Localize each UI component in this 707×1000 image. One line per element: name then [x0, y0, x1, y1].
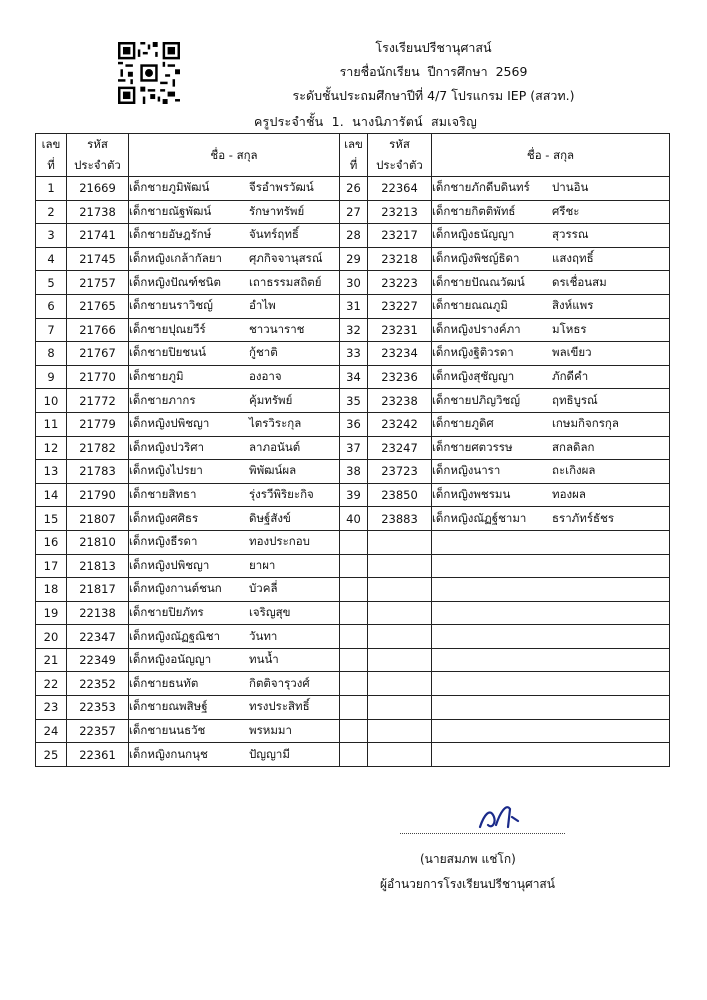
row-number: 16 — [36, 530, 67, 554]
student-name — [432, 412, 670, 436]
student-name — [432, 342, 670, 366]
first-name: เด็กชายณัฐพัฒน์ — [129, 203, 212, 218]
first-name: เด็กชายภูดิศ — [432, 416, 494, 431]
first-name: เด็กหญิงปัณฑ์ชนิต — [129, 274, 222, 289]
last-name: จันทร์ฤทธิ์ — [249, 227, 299, 242]
student-code: 21738 — [67, 200, 129, 224]
student-name — [432, 719, 670, 743]
school-title: โรงเรียนปรีชานุศาสน์ — [375, 40, 492, 55]
row-number: 14 — [36, 483, 67, 507]
first-name: เด็กหญิงธนัญญา — [432, 227, 515, 242]
row-number: 23 — [36, 696, 67, 720]
last-name: เถาธรรมสถิตย์ — [249, 274, 322, 289]
row-number: 9 — [36, 365, 67, 389]
table-row — [36, 294, 670, 318]
last-name: พิพัฒน์ผล — [249, 463, 297, 478]
col-number-header: เลข ที่ — [340, 134, 368, 177]
student-code — [368, 672, 432, 696]
student-name — [129, 601, 340, 625]
table-row — [36, 578, 670, 602]
table-row — [36, 672, 670, 696]
row-number: 34 — [340, 365, 368, 389]
list-title — [80, 62, 707, 82]
student-code: 21817 — [67, 578, 129, 602]
student-name — [129, 412, 340, 436]
student-code — [368, 648, 432, 672]
student-code: 22347 — [67, 625, 129, 649]
last-name: ทองประกอบ — [249, 534, 310, 549]
student-name — [129, 177, 340, 201]
student-name — [432, 578, 670, 602]
last-name: กู้ชาติ — [249, 345, 278, 360]
first-name: เด็กชายปิยภัทร — [129, 604, 204, 619]
student-code: 21669 — [67, 177, 129, 201]
student-code: 23236 — [368, 365, 432, 389]
student-name — [432, 483, 670, 507]
row-number: 20 — [36, 625, 67, 649]
first-name: เด็กหญิงนารา — [432, 463, 501, 478]
table-row — [36, 483, 670, 507]
student-code: 21767 — [67, 342, 129, 366]
col-number-header: เลข ที่ — [36, 134, 67, 177]
table-header-row — [36, 134, 670, 177]
student-name — [129, 743, 340, 767]
student-name — [129, 318, 340, 342]
student-code: 21772 — [67, 389, 129, 413]
first-name: เด็กชายสิทธา — [129, 487, 197, 502]
row-number: 12 — [36, 436, 67, 460]
row-number: 5 — [36, 271, 67, 295]
teacher-last-name: สมเจริญ — [430, 114, 477, 129]
student-name — [129, 271, 340, 295]
row-number: 30 — [340, 271, 368, 295]
row-number: 35 — [340, 389, 368, 413]
row-number — [340, 578, 368, 602]
row-number: 7 — [36, 318, 67, 342]
row-number: 1 — [36, 177, 67, 201]
student-code — [368, 625, 432, 649]
row-number — [340, 696, 368, 720]
student-name — [432, 224, 670, 248]
student-name — [129, 436, 340, 460]
first-name: เด็กชายณพสิษฐ์ — [129, 699, 208, 714]
row-number — [340, 601, 368, 625]
handwritten-signature — [470, 795, 530, 835]
row-number: 28 — [340, 224, 368, 248]
row-number: 2 — [36, 200, 67, 224]
student-name — [432, 294, 670, 318]
table-row — [36, 177, 670, 201]
row-number: 4 — [36, 247, 67, 271]
last-name: ยาผา — [249, 557, 276, 572]
first-name: เด็กหญิงปรางค์ภา — [432, 321, 521, 336]
student-code — [368, 696, 432, 720]
table-row — [36, 648, 670, 672]
student-code: 21770 — [67, 365, 129, 389]
first-name: เด็กหญิงพชรมน — [432, 487, 511, 502]
row-number: 27 — [340, 200, 368, 224]
row-number — [340, 530, 368, 554]
row-number: 36 — [340, 412, 368, 436]
table-row — [36, 601, 670, 625]
last-name: องอาจ — [249, 369, 282, 384]
row-number: 19 — [36, 601, 67, 625]
student-code: 22138 — [67, 601, 129, 625]
student-name — [432, 247, 670, 271]
table-row — [36, 436, 670, 460]
first-name: เด็กชายกิตติพัทธ์ — [432, 203, 516, 218]
student-name — [129, 719, 340, 743]
first-name: เด็กชายศตวรรษ — [432, 439, 513, 454]
row-number: 13 — [36, 460, 67, 484]
first-name: เด็กหญิงกนกนุช — [129, 746, 208, 761]
col-code-header: รหัส ประจำตัว — [67, 134, 129, 177]
student-code: 23247 — [368, 436, 432, 460]
student-name — [432, 389, 670, 413]
row-number: 31 — [340, 294, 368, 318]
student-name — [432, 365, 670, 389]
student-name — [432, 177, 670, 201]
last-name: ภักดีคำ — [552, 369, 589, 384]
student-code: 23231 — [368, 318, 432, 342]
last-name: รักษาทรัพย์ — [249, 203, 305, 218]
row-number — [340, 648, 368, 672]
table-row — [36, 507, 670, 531]
last-name: ไตรวิระกุล — [249, 416, 302, 431]
row-number: 11 — [36, 412, 67, 436]
col-name-header: ชื่อ - สกุล — [129, 134, 340, 177]
last-name: ปัญญามี — [249, 746, 290, 761]
last-name: ศุภกิจจานุสรณ์ — [249, 251, 323, 266]
student-code: 22349 — [67, 648, 129, 672]
first-name: เด็กชายอัษฎรักษ์ — [129, 227, 212, 242]
student-code — [368, 719, 432, 743]
student-code: 21807 — [67, 507, 129, 531]
class-level: ระดับชั้นประถมศึกษาปีที่ 4/7 โปรแกรม IEP (สสวท.) — [292, 88, 575, 103]
row-number — [340, 743, 368, 767]
student-name — [129, 342, 340, 366]
signatory-title: ผู้อำนวยการโรงเรียนปรีชานุศาสน์ — [380, 877, 555, 891]
row-number: 39 — [340, 483, 368, 507]
last-name: กิตติจารุวงศ์ — [249, 675, 310, 690]
last-name: อำไพ — [249, 298, 276, 313]
last-name: สุวรรณ — [552, 227, 589, 242]
student-code — [368, 530, 432, 554]
row-number — [340, 554, 368, 578]
student-name — [129, 294, 340, 318]
student-name — [432, 460, 670, 484]
first-name: เด็กหญิงปพิชญา — [129, 416, 210, 431]
student-name — [129, 247, 340, 271]
last-name: เกษมกิจกรกุล — [552, 416, 619, 431]
table-row — [36, 318, 670, 342]
row-number: 17 — [36, 554, 67, 578]
table-row — [36, 389, 670, 413]
row-number: 10 — [36, 389, 67, 413]
row-number — [340, 719, 368, 743]
table-row — [36, 460, 670, 484]
student-name — [432, 743, 670, 767]
student-code: 23883 — [368, 507, 432, 531]
student-code: 21765 — [67, 294, 129, 318]
table-row — [36, 530, 670, 554]
student-code: 21810 — [67, 530, 129, 554]
student-code — [368, 601, 432, 625]
student-name — [129, 460, 340, 484]
col-code-header: รหัส ประจำตัว — [368, 134, 432, 177]
student-name — [129, 224, 340, 248]
table-row — [36, 554, 670, 578]
row-number: 29 — [340, 247, 368, 271]
row-number: 18 — [36, 578, 67, 602]
last-name: ธราภัทร์ธัชร — [552, 510, 614, 525]
last-name: แสงฤทธิ์ — [552, 251, 594, 266]
first-name: เด็กชายปุณยวีร์ — [129, 321, 206, 336]
last-name: ฤทธิบูรณ์ — [552, 392, 598, 407]
signature-line — [400, 833, 565, 834]
student-code — [368, 743, 432, 767]
student-code: 21779 — [67, 412, 129, 436]
student-name — [129, 530, 340, 554]
student-name — [129, 578, 340, 602]
student-name — [432, 672, 670, 696]
last-name: ทองผล — [552, 487, 586, 502]
student-code: 23238 — [368, 389, 432, 413]
student-name — [432, 507, 670, 531]
row-number — [340, 672, 368, 696]
student-roster-table — [35, 133, 670, 767]
student-code: 21813 — [67, 554, 129, 578]
student-code: 22364 — [368, 177, 432, 201]
first-name: เด็กชายธนทัต — [129, 675, 199, 690]
student-code: 21790 — [67, 483, 129, 507]
first-name: เด็กหญิงอนัญญา — [129, 652, 212, 667]
table-row — [36, 696, 670, 720]
last-name: ชาวนาราช — [249, 321, 305, 336]
teacher-first-name: นางนิภารัตน์ — [352, 114, 423, 129]
first-name: เด็กชายปภิญวิชญ์ — [432, 392, 521, 407]
last-name: ถะเกิงผล — [552, 463, 596, 478]
student-name — [432, 601, 670, 625]
student-code: 23850 — [368, 483, 432, 507]
row-number: 24 — [36, 719, 67, 743]
last-name: เจริญสุข — [249, 604, 291, 619]
student-name — [432, 200, 670, 224]
student-code: 21745 — [67, 247, 129, 271]
student-code: 21757 — [67, 271, 129, 295]
first-name: เด็กหญิงปพิชญา — [129, 557, 210, 572]
first-name: เด็กหญิงณัฏฐณิชา — [129, 628, 221, 643]
first-name: เด็กหญิงเกล้ากัลยา — [129, 251, 222, 266]
last-name: จีรอำพรวัฒน์ — [249, 180, 314, 195]
year-label: ปีการศึกษา — [427, 64, 488, 79]
student-code: 22353 — [67, 696, 129, 720]
table-row — [36, 412, 670, 436]
table-row — [36, 719, 670, 743]
first-name: เด็กหญิงไปรยา — [129, 463, 203, 478]
table-row — [36, 743, 670, 767]
student-code: 21783 — [67, 460, 129, 484]
first-name: เด็กหญิงณัฏฐ์ชามา — [432, 510, 527, 525]
student-code: 23227 — [368, 294, 432, 318]
student-name — [129, 672, 340, 696]
student-name — [129, 696, 340, 720]
student-name — [432, 696, 670, 720]
first-name: เด็กหญิงฐิติวรดา — [432, 345, 514, 360]
last-name: คุ้มทรัพย์ — [249, 392, 293, 407]
table-row — [36, 247, 670, 271]
last-name: ลาภอนันต์ — [249, 439, 301, 454]
student-code — [368, 554, 432, 578]
table-row — [36, 625, 670, 649]
teacher-line — [12, 112, 707, 132]
first-name: เด็กหญิงสุชัญญา — [432, 369, 515, 384]
student-code: 23223 — [368, 271, 432, 295]
student-name — [129, 200, 340, 224]
list-label: รายชื่อนักเรียน — [339, 64, 420, 79]
first-name: เด็กชายณณภูมิ — [432, 298, 508, 313]
student-code: 21741 — [67, 224, 129, 248]
first-name: เด็กชายปิยชนน์ — [129, 345, 206, 360]
student-name — [432, 271, 670, 295]
student-name — [129, 625, 340, 649]
student-code: 22352 — [67, 672, 129, 696]
last-name: ทนน้ำ — [249, 652, 279, 667]
last-name: ปานอิน — [552, 180, 589, 195]
student-code: 21766 — [67, 318, 129, 342]
table-row — [36, 224, 670, 248]
student-code: 23218 — [368, 247, 432, 271]
col-name-header: ชื่อ - สกุล — [432, 134, 670, 177]
row-number — [340, 625, 368, 649]
student-name — [432, 625, 670, 649]
first-name: เด็กชายภากร — [129, 392, 196, 407]
first-name: เด็กหญิงศศิธร — [129, 510, 199, 525]
student-code: 22357 — [67, 719, 129, 743]
row-number: 15 — [36, 507, 67, 531]
first-name: เด็กชายนนธวัช — [129, 722, 206, 737]
row-number: 32 — [340, 318, 368, 342]
row-number: 21 — [36, 648, 67, 672]
student-name — [432, 318, 670, 342]
last-name: สิงห์แพร — [552, 298, 594, 313]
first-name: เด็กชายภักดีบดินทร์ — [432, 180, 530, 195]
first-name: เด็กชายภูมิ — [129, 369, 184, 384]
student-code: 23213 — [368, 200, 432, 224]
row-number: 33 — [340, 342, 368, 366]
table-row — [36, 200, 670, 224]
row-number: 38 — [340, 460, 368, 484]
first-name: เด็กหญิงพิชญ์ธิดา — [432, 251, 520, 266]
student-name — [432, 530, 670, 554]
student-code: 23217 — [368, 224, 432, 248]
last-name: ดรเชื่อนสม — [552, 274, 607, 289]
first-name: เด็กชายภูมิพัฒน์ — [129, 180, 210, 195]
last-name: ศรีชะ — [552, 203, 580, 218]
student-name — [129, 554, 340, 578]
row-number: 22 — [36, 672, 67, 696]
table-row — [36, 271, 670, 295]
first-name: เด็กชายนราวิชญ์ — [129, 298, 213, 313]
teacher-number: 1. — [331, 114, 344, 129]
student-code: 23234 — [368, 342, 432, 366]
student-name — [432, 648, 670, 672]
student-code — [368, 578, 432, 602]
last-name: ทรงประสิทธิ์ — [249, 699, 310, 714]
year-value: 2569 — [495, 64, 528, 79]
row-number: 40 — [340, 507, 368, 531]
student-name — [129, 507, 340, 531]
first-name: เด็กหญิงธีรดา — [129, 534, 198, 549]
student-code: 23242 — [368, 412, 432, 436]
student-name — [129, 483, 340, 507]
row-number: 8 — [36, 342, 67, 366]
student-name — [432, 436, 670, 460]
signatory-name: (นายสมภพ แช่โก) — [420, 852, 516, 866]
student-name — [129, 389, 340, 413]
signature-block — [380, 795, 640, 915]
last-name: สกลดิลก — [552, 439, 595, 454]
row-number: 25 — [36, 743, 67, 767]
student-name — [129, 365, 340, 389]
student-code: 22361 — [67, 743, 129, 767]
last-name: พรหมมา — [249, 722, 292, 737]
table-row — [36, 365, 670, 389]
first-name: เด็กชายปัณณวัฒน์ — [432, 274, 525, 289]
teacher-label: ครูประจำชั้น — [254, 114, 324, 129]
last-name: มโหธร — [552, 321, 587, 336]
first-name: เด็กหญิงปวริศา — [129, 439, 205, 454]
last-name: พลเขียว — [552, 345, 592, 360]
student-code: 23723 — [368, 460, 432, 484]
student-name — [129, 648, 340, 672]
student-name — [432, 554, 670, 578]
last-name: ดิษฐ์สังข์ — [249, 510, 291, 525]
row-number: 6 — [36, 294, 67, 318]
last-name: รุ่งรวีพิริยะกิจ — [249, 487, 314, 502]
student-code: 21782 — [67, 436, 129, 460]
last-name: วันทา — [249, 628, 278, 643]
row-number: 26 — [340, 177, 368, 201]
row-number: 37 — [340, 436, 368, 460]
table-row — [36, 342, 670, 366]
row-number: 3 — [36, 224, 67, 248]
last-name: บัวคลี่ — [249, 581, 278, 596]
first-name: เด็กหญิงกานต์ชนก — [129, 581, 222, 596]
